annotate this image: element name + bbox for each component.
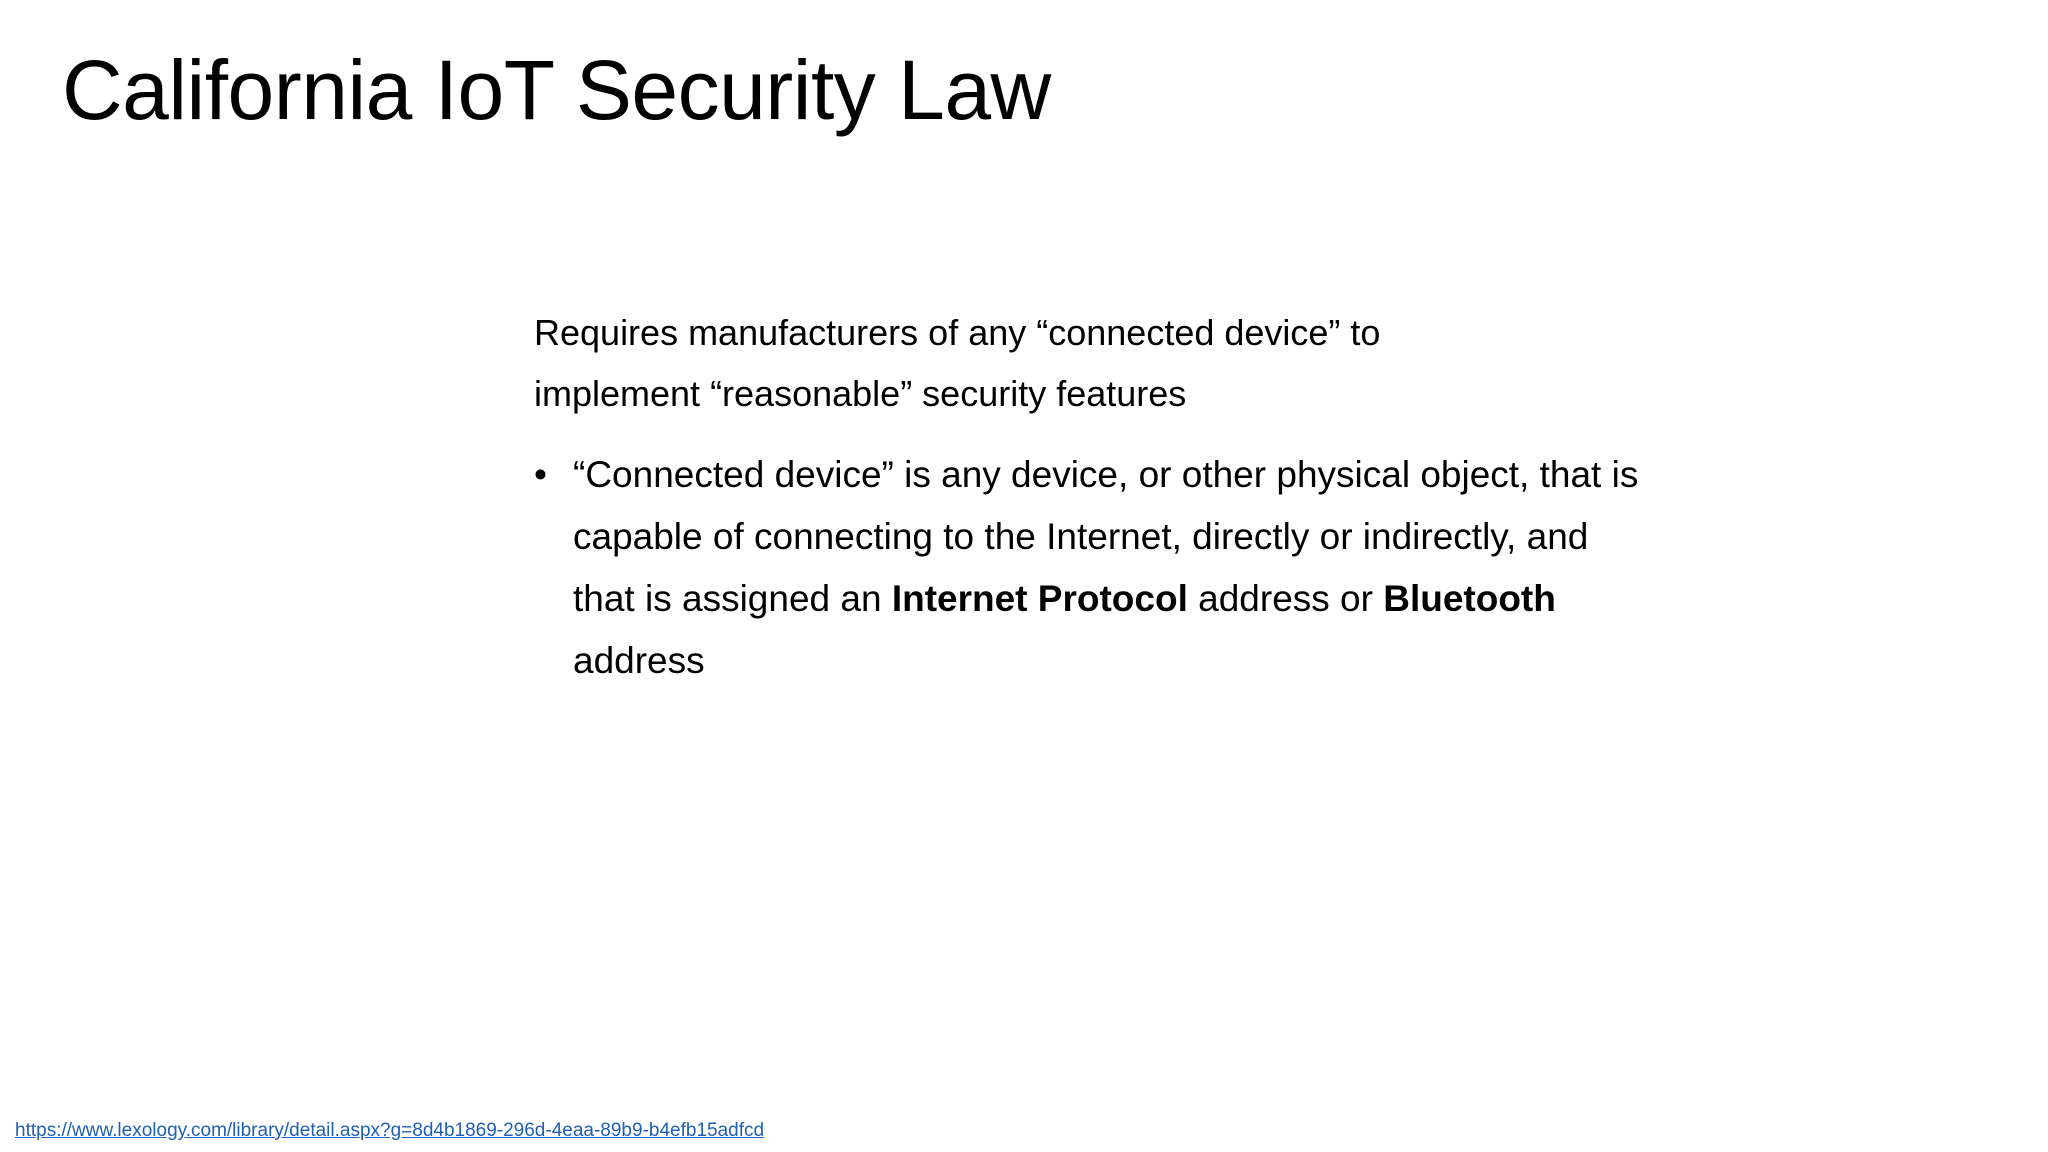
bullet-list [534,444,1639,692]
slide-title: California IoT Security Law [62,43,1051,137]
bullet-text-part-3: address [573,640,705,681]
slide-content [534,302,1639,692]
bullet-text-part-2: address or [1187,578,1384,619]
bullet-text-part-1: “Connected device” is any device, or other physical object, that is capable of connecting to the Internet, directly or indirectly, and that is assigned an [573,454,1639,619]
list-item [534,444,1653,692]
bold-term-bluetooth: Bluetooth [1383,578,1556,619]
bullet-icon: • [534,454,547,495]
bold-term-internet-protocol: Internet Protocol [891,578,1188,619]
intro-paragraph: Requires manufacturers of any “connected device” to implement “reasonable” security features [534,312,1381,414]
source-link[interactable]: https://www.lexology.com/library/detail.aspx?g=8d4b1869-296d-4eaa-89b9-b4efb15adfcd [15,1120,765,1141]
